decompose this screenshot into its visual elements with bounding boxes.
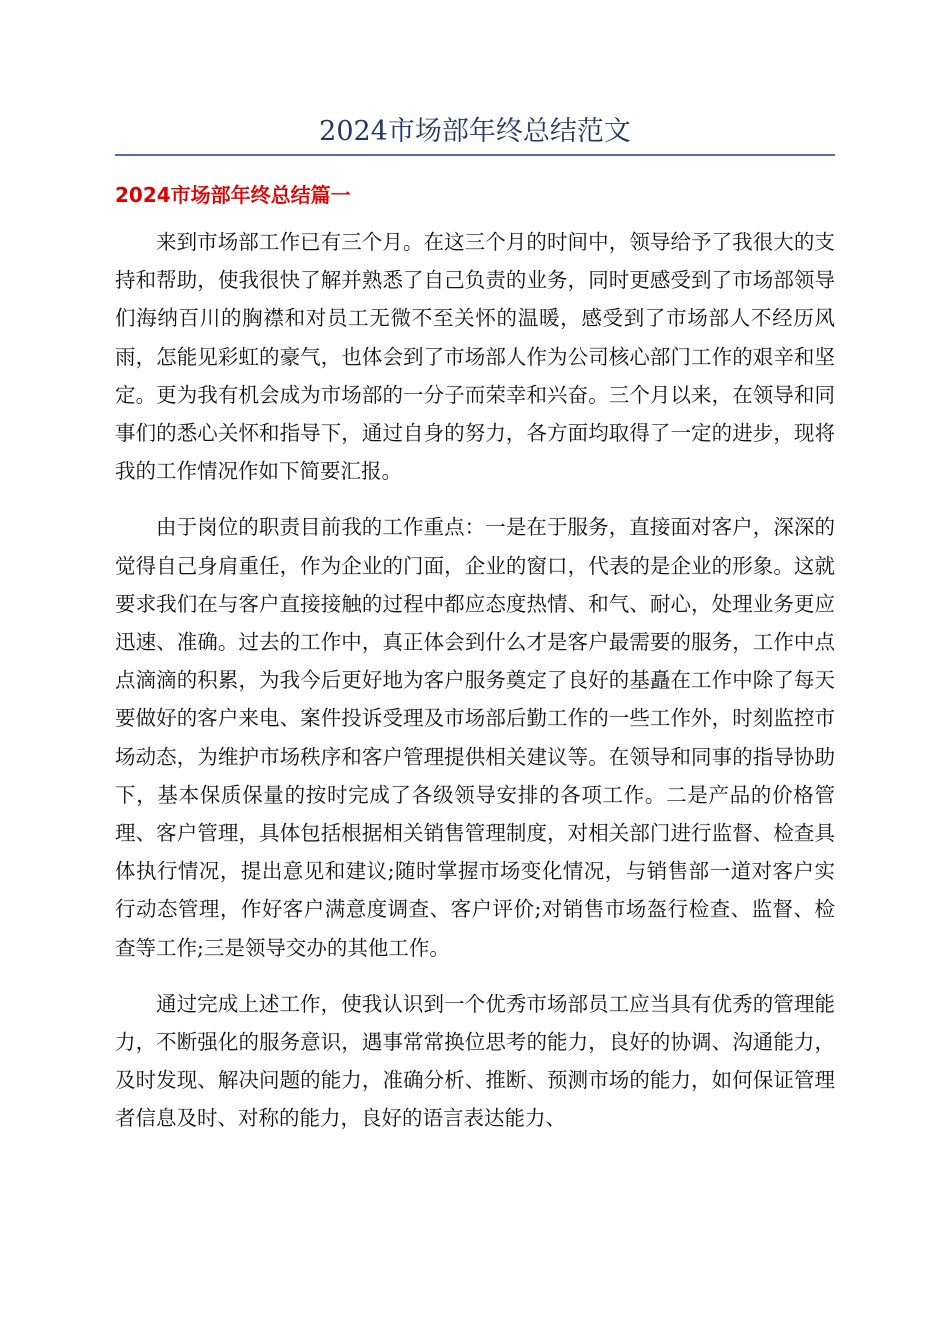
document-title: 2024市场部年终总结范文 xyxy=(319,116,631,147)
document-body xyxy=(115,223,835,1156)
title-underline xyxy=(115,154,835,156)
paragraph-2: 由于岗位的职责目前我的工作重点：一是在于服务，直接面对客户，深深的觉得自己身肩重任，作为企业的门面，企业的窗口，代表的是企业的形象。这就要求我们在与客户直接接触的过程中都应态度热情、和气、耐心，处理业务更应迅速、准确。过去的工作中，真正体会到什么才是客户最需要的服务，工作中点点滴滴的积累，为我今后更好地为客户服务奠定了良好的基矗在工作中除了每天要做好的客户来电、案件投诉受理及市场部后勤工作的一些工作外，时刻监控市场动态，为维护市场秩序和客户管理提供相关建议等。在领导和同事的指导协助下，基本保质保量的按时完成了各级领导安排的各项工作。二是产品的价格管理、客户管理，具体包括根据相关销售管理制度，对相关部门进行监督、检查具体执行情况，提出意见和建议;随时掌握市场变化情况，与销售部一道对客户实行动态管理，作好客户满意度调查、客户评价;对销售市场盔行检查、监督、检查等工作;三是领导交办的其他工作。 xyxy=(115,515,835,960)
section-heading: 2024市场部年终总结篇一 xyxy=(115,183,351,207)
paragraph-1: 来到市场部工作已有三个月。在这三个月的时间中，领导给予了我很大的支持和帮助，使我很快了解并熟悉了自己负责的业务，同时更感受到了市场部领导们海纳百川的胸襟和对员工无微不至关怀的温暖，感受到了市场部人不经历风雨，怎能见彩虹的豪气，也体会到了市场部人作为公司核心部门工作的艰辛和坚定。更为我有机会成为市场部的一分子而荣幸和兴奋。三个月以来，在领导和同事们的悉心关怀和指导下，通过自身的努力，各方面均取得了一定的进步，现将我的工作情况作如下简要汇报。 xyxy=(115,230,835,484)
paragraph-3: 通过完成上述工作，使我认识到一个优秀市场部员工应当具有优秀的管理能力，不断强化的服务意识，遇事常常换位思考的能力，良好的协调、沟通能力，及时发现、解决问题的能力，准确分析、推断、预测市场的能力，如何保证管理者信息及时、对称的能力，良好的语言表达能力、 xyxy=(115,991,835,1131)
